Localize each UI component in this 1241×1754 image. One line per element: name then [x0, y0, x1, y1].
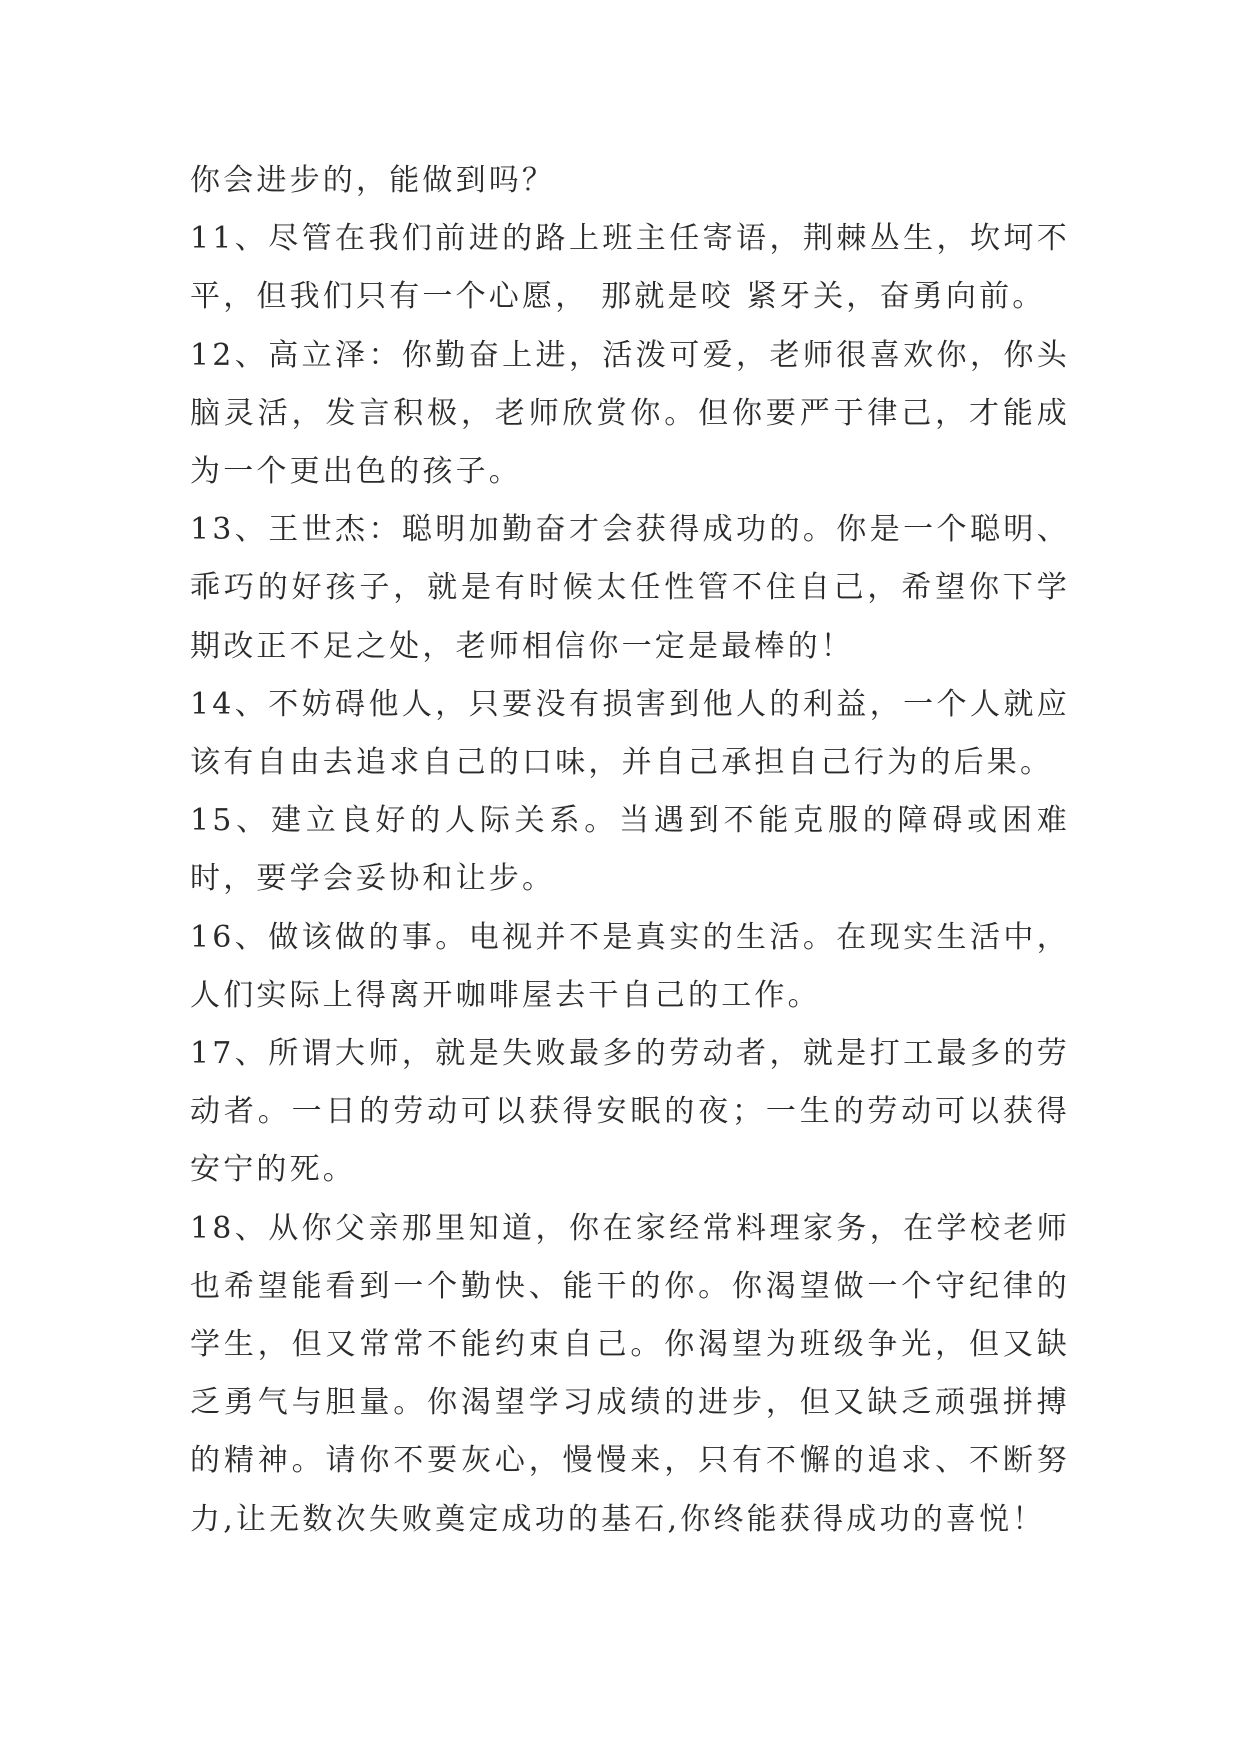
paragraph-item-16: 16、做该做的事。电视并不是真实的生活。在现实生活中，人们实际上得离开咖啡屋去干自己的工作。	[190, 919, 1070, 1013]
paragraph-item-18: 18、从你父亲那里知道，你在家经常料理家务，在学校老师也希望能看到一个勤快、能干的你。你渴望做一个守纪律的学生，但又常常不能约束自己。你渴望为班级争光，但又缺乏勇气与胆量。你渴望学习成绩的进步，但又缺乏顽强拼搏的精神。请你不要灰心，慢慢来，只有不懈的追求、不断努力,让无数次失败奠定成功的基石,你终能获得成功的喜悦！	[190, 1210, 1070, 1537]
paragraph-continuation: 你会进步的，能做到吗？	[190, 163, 556, 198]
paragraph-item-15: 15、建立良好的人际关系。当遇到不能克服的障碍或困难时，要学会妥协和让步。	[190, 803, 1070, 897]
paragraph-item-12: 12、高立泽：你勤奋上进，活泼可爱，老师很喜欢你，你头脑灵活，发言积极，老师欣赏你。但你要严于律己，才能成为一个更出色的孩子。	[190, 337, 1070, 490]
paragraph-item-14: 14、不妨碍他人，只要没有损害到他人的利益，一个人就应该有自由去追求自己的口味，并自己承担自己行为的后果。	[190, 686, 1070, 781]
paragraph-item-11: 11、尽管在我们前进的路上班主任寄语，荆棘丛生，坎坷不平，但我们只有一个心愿， 那就是咬 紧牙关，奋勇向前。	[190, 221, 1070, 315]
document-body	[190, 152, 1070, 1549]
paragraph-item-17: 17、所谓大师，就是失败最多的劳动者，就是打工最多的劳动者。一日的劳动可以获得安眠的夜；一生的劳动可以获得安宁的死。	[190, 1036, 1070, 1188]
paragraph-item-13: 13、王世杰：聪明加勤奋才会获得成功的。你是一个聪明、乖巧的好孩子，就是有时候太任性管不住自己，希望你下学期改正不足之处，老师相信你一定是最棒的！	[190, 512, 1070, 664]
